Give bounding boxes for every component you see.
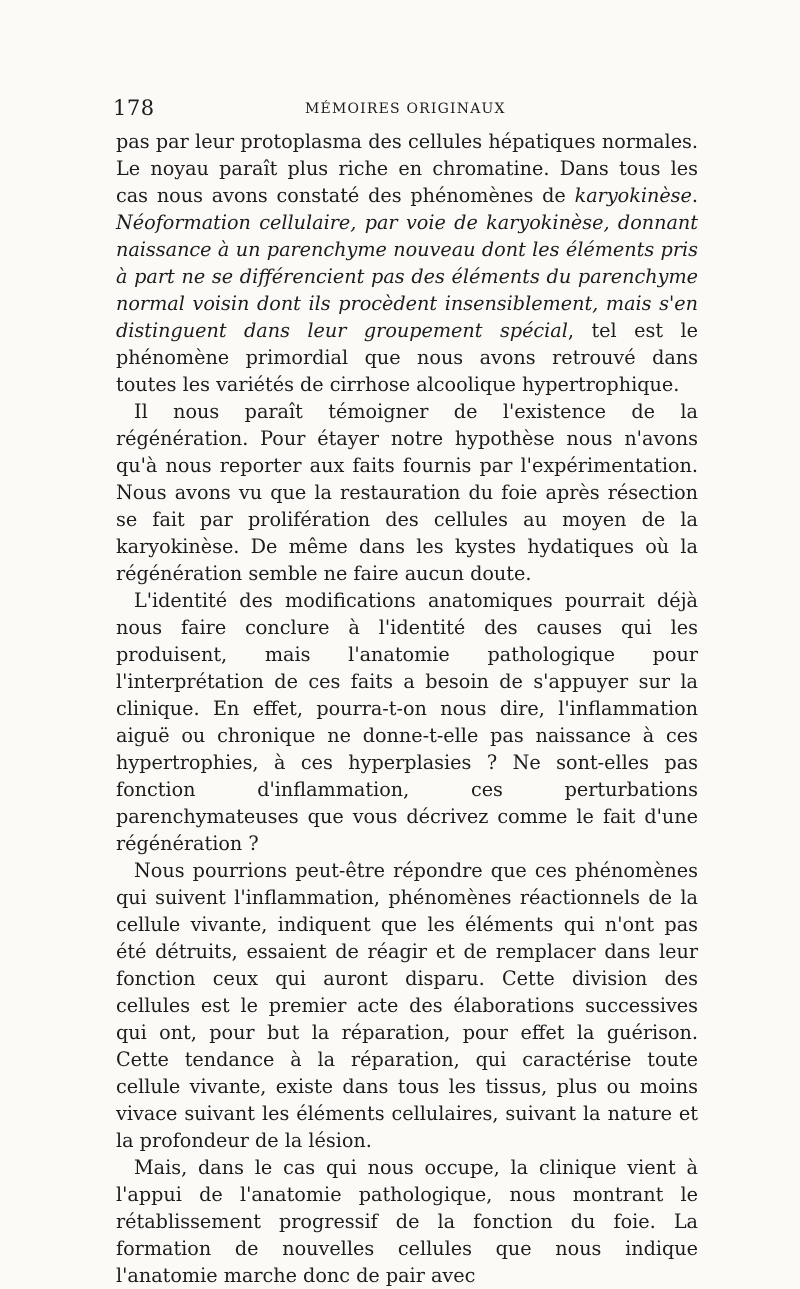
paragraph-4: Nous pourrions peut-être répondre que ces phénomènes qui suivent l'inflammation, phénomènes réactionnels de la cellule vivante, indiquent que les éléments qui n'ont pas été détruits, essaient de réagir et de remplacer dans leur fonction ceux qui auront disparu. Cette division des cellules est le premier acte des élaborations successives qui ont, pour but la réparation, pour effet la guérison. Cette tendance à la réparation, qui caractérise toute cellule vivante, existe dans tous les tissus, plus ou moins vivace suivant les éléments cellulaires, suivant la nature et la profondeur de la lésion.: [116, 859, 698, 1152]
paragraph-2: Il nous paraît témoigner de l'existence de la régénération. Pour étayer notre hypothèse nous n'avons qu'à nous reporter aux faits fournis par l'expérimentation. Nous avons vu que la restauration du foie après résection se fait par prolifération des cellules au moyen de la karyokinèse. De même dans les kystes hydatiques où la régénération semble ne faire aucun doute.: [116, 400, 698, 585]
paragraph-1-text-after: , tel est le phénomène primordial que nous avons retrouvé dans toutes les variétés de cirrhose alcoolique hypertrophique.: [116, 319, 698, 396]
body-text: [116, 128, 698, 1289]
paragraph-1-text-before: pas par leur protoplasma des cellules hépatiques normales. Le noyau paraît plus riche en chromatine. Dans tous les cas nous avons constaté des phénomènes de: [116, 130, 698, 207]
paragraph-1-italic-passage: Néoformation cellulaire, par voie de karyokinèse, donnant naissance à un parenchyme nouveau dont les éléments pris à part ne se différencient pas des éléments du parenchyme normal voisin dont ils procèdent insensiblement, mais s'en distinguent dans leur groupement spécial: [116, 211, 698, 342]
paragraph-5: Mais, dans le cas qui nous occupe, la clinique vient à l'appui de l'anatomie pathologique, nous montrant le rétablissement progressif de la fonction du foie. La formation de nouvelles cellules que nous indique l'anatomie marche donc de pair avec: [116, 1156, 698, 1287]
paragraph-1-text-middle: .: [691, 184, 698, 207]
paragraph-3: L'identité des modifications anatomiques pourrait déjà nous faire conclure à l'identité des causes qui les produisent, mais l'anatomie pathologique pour l'interprétation de ces faits a besoin de s'appuyer sur la clinique. En effet, pourra-t-on nous dire, l'inflammation aiguë ou chronique ne donne-t-elle pas naissance à ces hypertrophies, à ces hyperplasies ? Ne sont-elles pas fonction d'inflammation, ces perturbations parenchymateuses que vous décrivez comme le fait d'une régénération ?: [116, 589, 698, 855]
page-header: [113, 96, 699, 124]
page-number: 178: [113, 96, 155, 120]
running-title: MÉMOIRES ORIGINAUX: [305, 101, 506, 117]
paragraph-1: [116, 128, 698, 398]
paragraph-1-italic-term: karyokinèse: [574, 184, 692, 207]
